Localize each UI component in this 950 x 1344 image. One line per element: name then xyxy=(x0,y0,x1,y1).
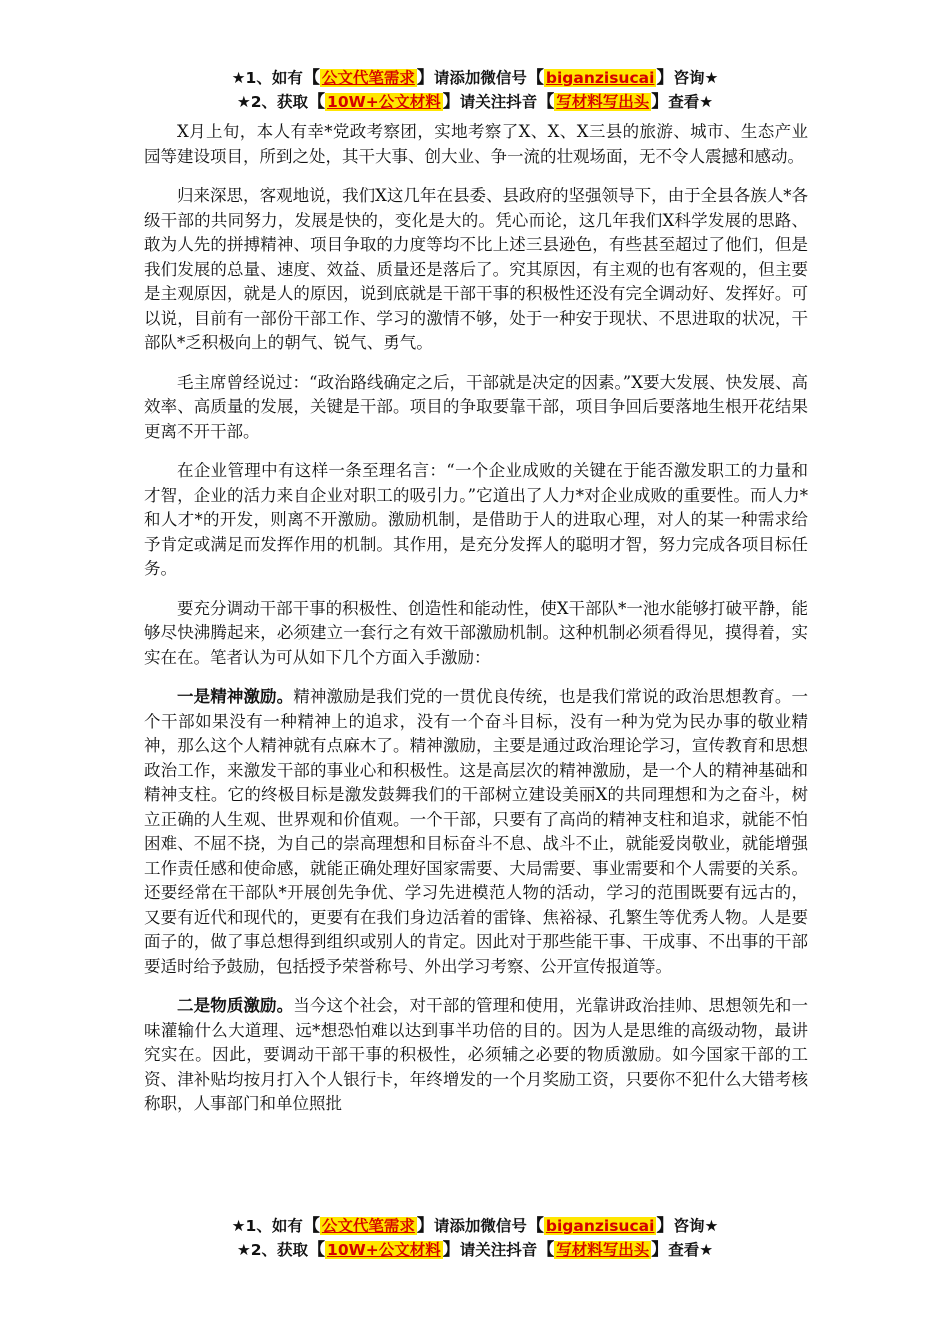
bracket-close: 】 xyxy=(651,92,669,112)
bracket-open: 【 xyxy=(308,92,326,112)
bracket-open: 【 xyxy=(537,1240,555,1260)
footer-banner xyxy=(0,1214,950,1262)
bracket-open: 【 xyxy=(537,92,555,112)
douyin-account-highlight: 写材料写出头 xyxy=(556,93,650,111)
header-banner-line-2 xyxy=(0,90,950,114)
douyin-account-highlight: 写材料写出头 xyxy=(556,1241,650,1259)
paragraph-1: X月上旬，本人有幸*党政考察团，实地考察了X、X、X三县的旅游、城市、生态产业园等建设项目，所到之处，其干大事、创大业、争一流的壮观场面，无不令人震撼和感动。 xyxy=(144,122,808,166)
paragraph-2: 归来深思，客观地说，我们X这几年在县委、县政府的坚强领导下，由于全县各族人*各级干部的共同努力，发展是快的，变化是大的。凭心而论，这几年我们X科学发展的思路、敢为人先的拼搏精神、项目争取的力度等均不比上述三县逊色，有些甚至超过了他们，但是我们发展的总量、速度、效益、质量还是落后了。究其原因，有主观的也有客观的，但主要是主观原因，就是人的原因，说到底就是干部干事的积极性还没有完全调动好、发挥好。可以说，目前有一部份干部工作、学习的激情不够，处于一种安于现状、不思进取的状况，干部队*乏积极向上的朝气、锐气、勇气。 xyxy=(144,186,808,352)
bracket-open: 【 xyxy=(308,1240,326,1260)
article-body xyxy=(144,120,808,1132)
paragraph-6-text: 精神激励是我们党的一贯优良传统，也是我们常说的政治思想教育。一个干部如果没有一种精神上的追求，没有一个奋斗目标，没有一种为党为民办事的敬业精神，那么这个人精神就有点麻木了。精神激励，主要是通过政治理论学习，宣传教育和思想政治工作，来激发干部的事业心和积极性。这是高层次的精神激励，是一个人的精神基础和精神支柱。它的终极目标是激发鼓舞我们的干部树立建设美丽X的共同理想和为之奋斗，树立正确的人生观、世界观和价值观。一个干部，只要有了高尚的精神支柱和追求，就能不怕困难、不屈不挠，为自己的崇高理想和目标奋斗不息、战斗不止，就能爱岗敬业，就能增强工作责任感和使命感，就能正确处理好国家需要、大局需要、事业需要和个人需要的关系。还要经常在干部队*开展创先争优、学习先进模范人物的活动，学习的范围既要有远古的，又要有近代和现代的，更要有在我们身边活着的雷锋、焦裕禄、孔繁生等优秀人物。人是要面子的，做了事总想得到组织或别人的肯定。因此对于那些能干事、干成事、不出事的干部要适时给予鼓励，包括授予荣誉称号、外出学习考察、公开宣传报道等。 xyxy=(144,687,809,976)
paragraph-7 xyxy=(144,994,808,1117)
footer-banner-line-2 xyxy=(0,1238,950,1262)
paragraph-7-text: 当今这个社会，对干部的管理和使用，光靠讲政治挂帅、思想领先和一味灌输什么大道理、远*想恐怕难以达到事半功倍的目的。因为人是思维的高级动物，最讲究实在。因此，要调动干部干事的积极性，必须辅之必要的物质激励。如今国家干部的工资、津补贴均按月打入个人银行卡，年终增发的一个月奖励工资，只要你不犯什么大错考核称职，人事部门和单位照批 xyxy=(144,996,809,1113)
footer-banner-line-1 xyxy=(0,1214,950,1238)
paragraph-5: 要充分调动干部干事的积极性、创造性和能动性，使X干部队*一池水能够打破平静，能够尽快沸腾起来，必须建立一套行之有效干部激励机制。这种机制必须看得见，摸得着，实实在在。笔者认为可从如下几个方面入手激励： xyxy=(144,598,808,667)
paragraph-3: 毛主席曾经说过：“政治路线确定之后，干部就是决定的因素。”X要大发展、快发展、高效率、高质量的发展，关键是干部。项目的争取要靠干部，项目争回后要落地生根开花结果更离不开干部。 xyxy=(144,372,808,441)
header-banner xyxy=(0,66,950,114)
paragraph-6 xyxy=(144,685,808,979)
bracket-open: 【 xyxy=(526,1216,544,1236)
wechat-id-highlight: biganzisucai xyxy=(545,1217,655,1235)
banner-suffix: 查看★ xyxy=(668,1241,714,1259)
bracket-close: 】 xyxy=(442,1240,460,1260)
bracket-close: 】 xyxy=(651,1240,669,1260)
header-banner-line-1 xyxy=(0,66,950,90)
ghostwriting-highlight: 公文代笔需求 xyxy=(321,1217,415,1235)
bracket-close: 】 xyxy=(416,1216,434,1236)
wechat-id-highlight: biganzisucai xyxy=(545,69,655,87)
banner-suffix: 查看★ xyxy=(668,93,714,111)
bracket-close: 】 xyxy=(442,92,460,112)
materials-highlight: 10W+公文材料 xyxy=(327,93,441,111)
bracket-close: 】 xyxy=(416,68,434,88)
banner-middle: 请添加微信号 xyxy=(433,69,527,87)
banner-prefix: ★1、如有 xyxy=(231,69,303,87)
banner-prefix: ★2、获取 xyxy=(236,1241,309,1259)
bracket-open: 【 xyxy=(302,1216,320,1236)
banner-prefix: ★2、获取 xyxy=(236,93,309,111)
bracket-close: 】 xyxy=(656,1216,674,1236)
materials-highlight: 10W+公文材料 xyxy=(327,1241,441,1259)
bracket-open: 【 xyxy=(526,68,544,88)
bracket-open: 【 xyxy=(302,68,320,88)
banner-suffix: 咨询★ xyxy=(673,69,719,87)
section-heading-spiritual: 一是精神激励。 xyxy=(177,687,294,706)
paragraph-4: 在企业管理中有这样一条至理名言：“一个企业成败的关键在于能否激发职工的力量和才智，企业的活力来自企业对职工的吸引力。”它道出了人力*对企业成败的重要性。而人力*和人才*的开发，则离不开激励。激励机制，是借助于人的进取心理，对人的某一种需求给予肯定或满足而发挥作用的机制。其作用，是充分发挥人的聪明才智，努力完成各项目标任务。 xyxy=(144,461,808,578)
banner-middle: 请关注抖音 xyxy=(459,93,538,111)
banner-suffix: 咨询★ xyxy=(673,1217,719,1235)
bracket-close: 】 xyxy=(656,68,674,88)
section-heading-material: 二是物质激励。 xyxy=(177,996,294,1015)
banner-middle: 请添加微信号 xyxy=(433,1217,527,1235)
banner-prefix: ★1、如有 xyxy=(231,1217,303,1235)
ghostwriting-highlight: 公文代笔需求 xyxy=(321,69,415,87)
banner-middle: 请关注抖音 xyxy=(459,1241,538,1259)
